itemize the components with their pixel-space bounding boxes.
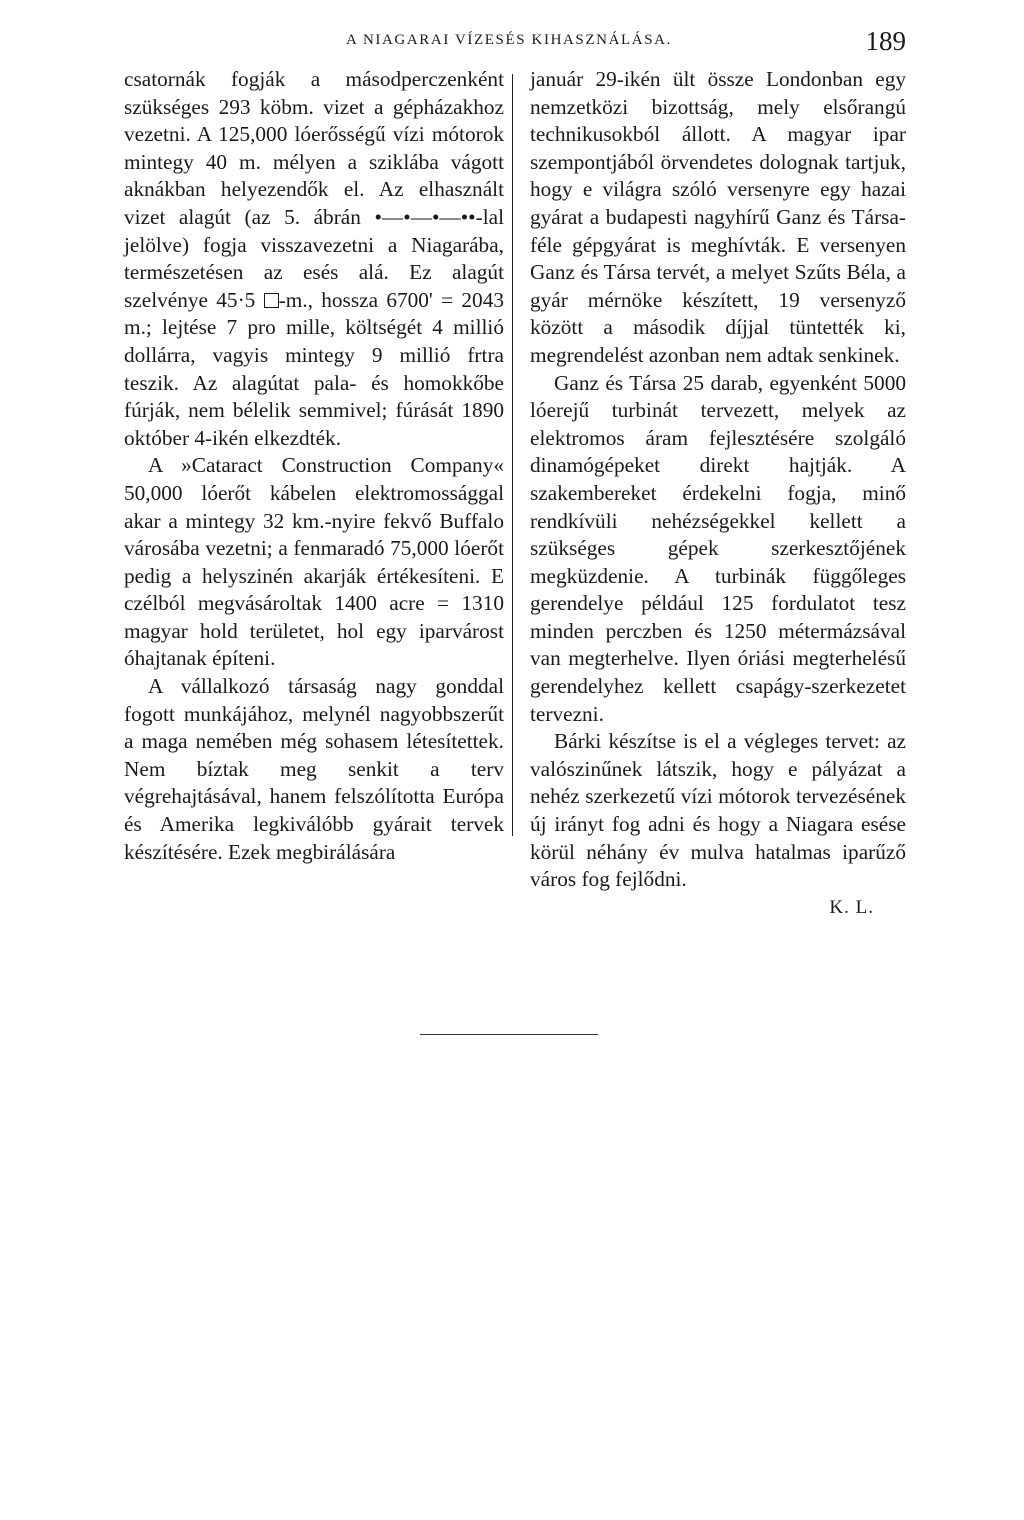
paragraph: A »Cataract Construction Company« 50,000 lóerőt kábelen elektromossággal akar a mintegy 32 km.-nyire fekvő Buffalo városába vezetni; a fenmaradó 75,000 lóerőt pedig a helyszinén akarják értékesíteni. E czélból megvásároltak 1400 acre = 1310 magyar hold területet, hol egy iparvárost óhajtanak építeni. bbox=[124, 453, 504, 671]
square-symbol-icon bbox=[264, 293, 279, 308]
paragraph: Ganz és Társa 25 darab, egyenként 5000 lóerejű turbinát tervezett, melyek az elektromos áram fejlesztésére szolgáló dinamógépeket direkt hajtják. A szakembereket érdekelni fogja, minő rendkívüli nehézségekkel kellett a szükséges gépek szerkesztőjének megküzdenie. A turbinák függőleges gerendelye például 125 fordulatot tesz minden perczben és 1250 métermázsával van megterhelve. Ilyen óriási megterhelésű gerendelyhez kellett csapágy-szerkezetet tervezni. bbox=[530, 370, 906, 726]
paragraph: csatornák fogják a másodperczenként szükséges 293 köbm. vizet a gépházakhoz vezetni. A 125,000 lóerősségű vízi mótorok mintegy 40 m. mélyen a sziklába vágott aknákban helyezendők el. Az elhasznált vizet alagút (az 5. ábrán •—•—•—••-lal jelölve) fogja visszavezetni a Niagarába, természetésen az esés alá. Ez alagút szelvénye 45·5 -m., hossza 6700' = 2043 m.; lejtése 7 pro mille, költségét 4 millió dollárra, vagyis mintegy 9 millió frtra teszik. Az alagútat pala- és homokkőbe fúrják, nem bélelik semmivel; fúrását 1890 október 4-ikén elkezdték. bbox=[124, 67, 504, 450]
author-signature: K. L. bbox=[829, 896, 874, 918]
page-number: 189 bbox=[865, 26, 906, 56]
paragraph: január 29-ikén ült össze Londonban egy nemzetközi bizottság, mely elsőrangú technikusokból állott. A magyar ipar szempontjából örvendetes dolognak tartjuk, hogy e világra szóló versenyre egy hazai gyárat a budapesti nagyhírű Ganz és Társa-féle gépgyárat is meghívták. E versenyen Ganz és Társa tervét, a melyet Szűts Béla, a gyár mérnöke készített, 19 versenyző között a második díjjal tüntették ki, megrendelést azonban nem adtak senkinek. bbox=[530, 67, 906, 367]
paragraph: A vállalkozó társaság nagy gonddal fogott munkájához, melynél nagyobbszerűt a maga nemében még sohasem létesítettek. Nem bíztak meg senkit a terv végrehajtásával, hanem felszólította Európa és Amerika legkiválóbb gyárait tervek készítésére. Ezek megbirálására bbox=[124, 674, 504, 864]
column-divider bbox=[512, 74, 513, 836]
paragraph: Bárki készítse is el a végleges tervet: az valószinűnek látszik, hogy e pályázat a nehéz szerkezetű vízi mótorok tervezésének új irányt fog adni és hogy a Niagara esése körül néhány év mulva hatalmas iparűző város fog fejlődni. bbox=[530, 729, 906, 892]
end-rule bbox=[420, 1034, 598, 1035]
page-header bbox=[0, 26, 1024, 62]
route-legend-symbol: •—•—•—•• bbox=[374, 204, 476, 229]
running-title: A NIAGARAI VÍZESÉS KIHASZNÁLÁSA. bbox=[346, 32, 672, 48]
left-column bbox=[124, 66, 504, 866]
right-column bbox=[530, 66, 906, 921]
